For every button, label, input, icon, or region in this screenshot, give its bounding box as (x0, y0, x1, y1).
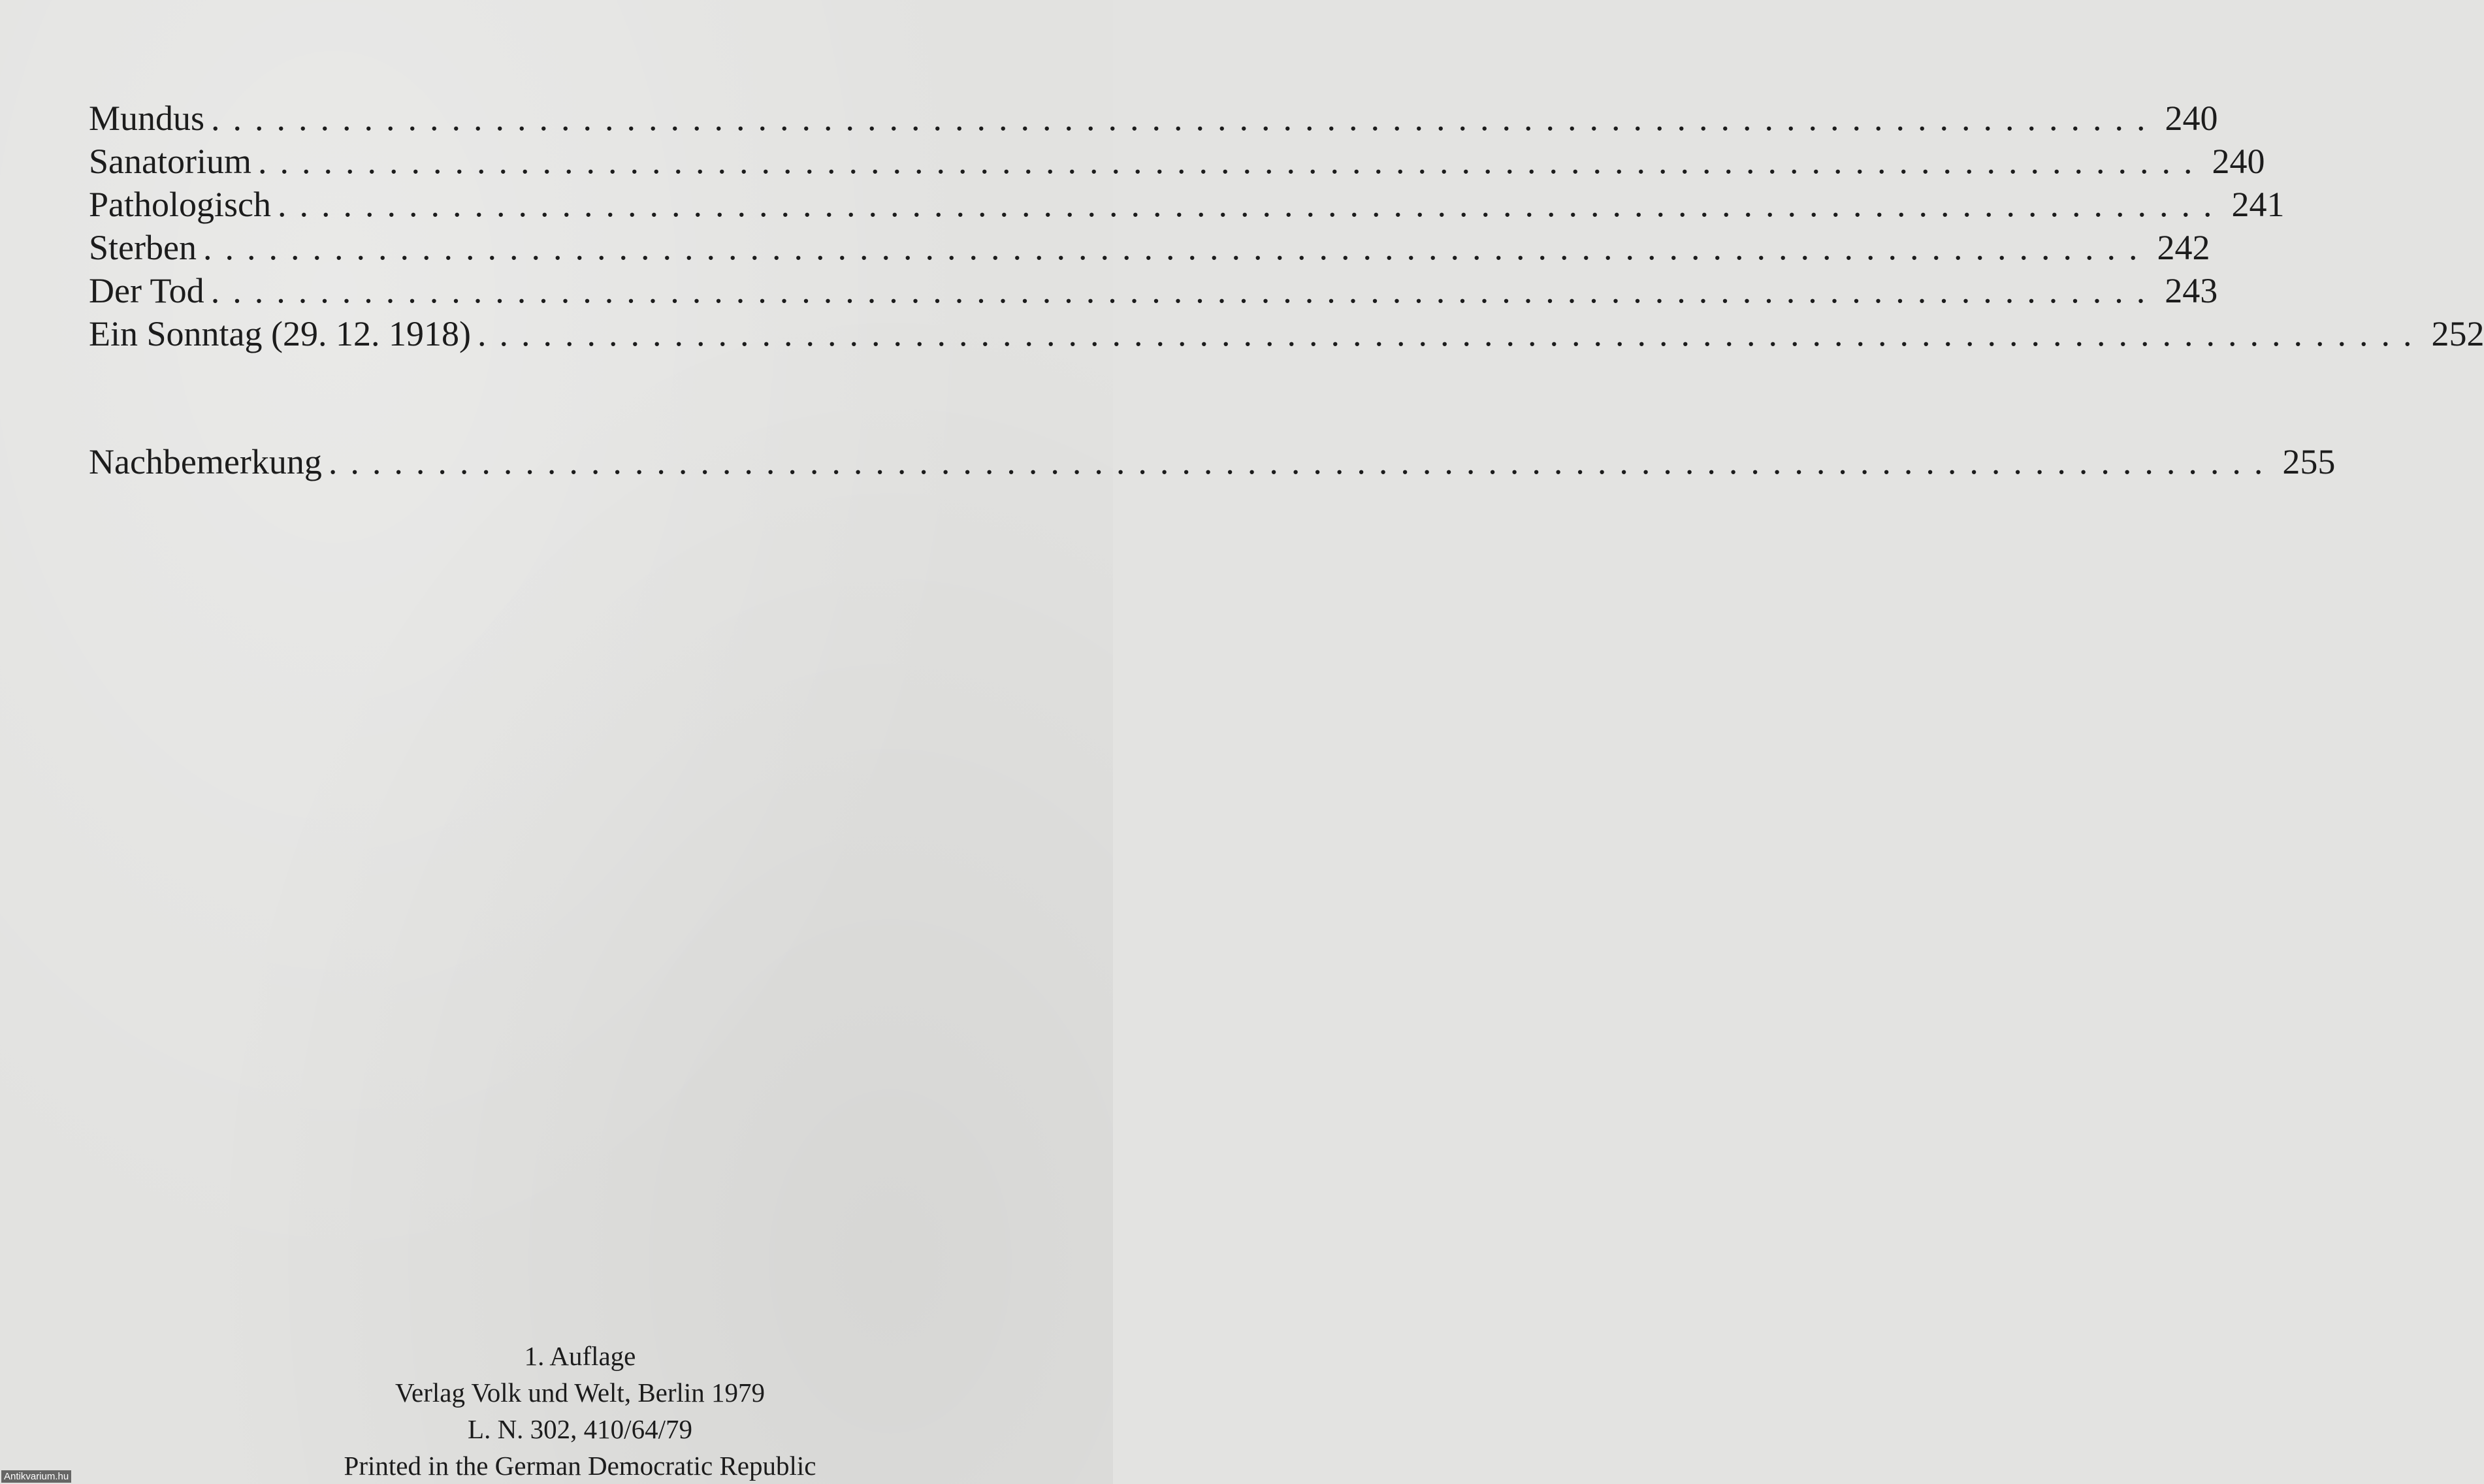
toc-entry-page: 240 (2165, 99, 2218, 138)
toc-entry-page: 240 (2212, 142, 2265, 181)
toc-entry-title: Pathologisch (89, 185, 271, 224)
toc-entry-title: Mundus (89, 99, 205, 138)
imprint-license: L. N. 302, 410/64/79 (468, 1414, 692, 1444)
toc-entry-page: 243 (2165, 271, 2218, 310)
toc-entry-title: Sanatorium (89, 142, 251, 181)
dot-leader: ......................................................................................... (328, 442, 2276, 481)
imprint-publisher: Verlag Volk und Welt, Berlin 1979 (395, 1378, 766, 1408)
toc-entry-page: 255 (2282, 442, 2336, 481)
toc-entry-der-tod (89, 269, 2218, 312)
toc-entry-page: 242 (2157, 228, 2210, 267)
toc-entry-sterben (89, 226, 2210, 269)
imprint-edition: 1. Auflage (524, 1341, 636, 1371)
dot-leader: ......................................................................................... (477, 314, 2425, 353)
dot-leader: ......................................................................................... (210, 271, 2159, 310)
toc-entry-title: Ein Sonntag (29. 12. 1918) (89, 314, 471, 353)
imprint-printed: Printed in the German Democratic Republic (344, 1451, 816, 1481)
imprint-block (0, 1338, 1160, 1484)
toc-entry-title: Nachbemerkung (89, 442, 322, 481)
toc-entry-sanatorium (89, 140, 2265, 183)
dot-leader: ......................................................................................... (278, 185, 2225, 224)
toc-entry-nachbemerkung (89, 440, 2336, 483)
dot-leader: ......................................................................................... (257, 142, 2206, 181)
table-of-contents (89, 97, 2484, 483)
toc-entry-pathologisch (89, 183, 2285, 226)
toc-entry-mundus (89, 97, 2218, 140)
toc-entry-title: Sterben (89, 228, 197, 267)
dot-leader: ......................................................................................... (202, 228, 2151, 267)
toc-entry-page: 241 (2231, 185, 2285, 224)
toc-entry-title: Der Tod (89, 271, 204, 310)
dot-leader: ......................................................................................... (211, 99, 2159, 138)
toc-entry-page: 252 (2431, 314, 2484, 353)
toc-spacer (89, 355, 1056, 440)
watermark-label: Antikvarium.hu (1, 1470, 71, 1483)
toc-entry-ein-sonntag (89, 312, 2484, 355)
